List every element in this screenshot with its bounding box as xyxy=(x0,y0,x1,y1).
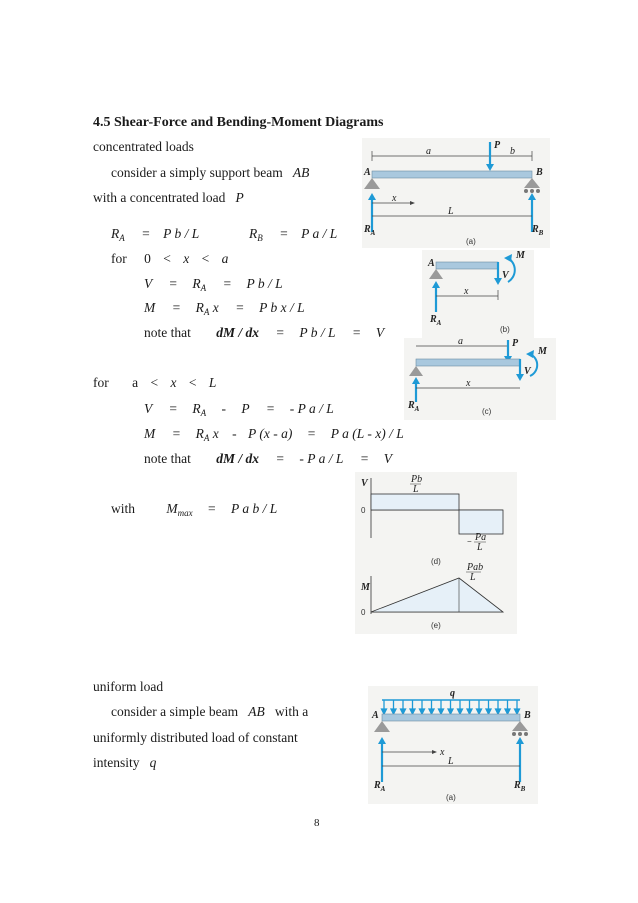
uniform-load-arrowhead xyxy=(448,709,453,714)
svg-text:RA: $R_A$ xyxy=(374,780,386,793)
case1-range: for 0 < x < a xyxy=(111,251,229,266)
fig-a-label-b: b xyxy=(510,146,515,157)
svg-text:x: x xyxy=(466,378,471,389)
case2-note: note that dM / dx = - P a / L = V xyxy=(144,451,393,466)
svg-text:L: L xyxy=(470,572,476,583)
reaction-ra: $R_A = P$ b / L xyxy=(111,226,200,243)
fig-a-label-L: L xyxy=(448,206,454,217)
svg-text:B: B xyxy=(524,710,531,721)
section-title: 4.5 Shear-Force and Bending-Moment Diagrams xyxy=(93,115,384,130)
shear-axis-label: V xyxy=(361,478,368,489)
figure-beam-point-load xyxy=(362,138,550,248)
fig-a-label-x: x xyxy=(392,193,397,204)
uniform-load-arrowhead xyxy=(515,709,520,714)
fig-a-roller-support xyxy=(524,178,540,188)
figure-shear-moment-diagrams xyxy=(355,472,517,634)
fig-a-label-a: a xyxy=(426,146,431,157)
concentrated-line2: with a concentrated load P xyxy=(93,190,244,205)
svg-text:(b): (b) xyxy=(500,325,510,334)
uniform-load-arrowhead xyxy=(391,709,396,714)
svg-text:Pab: Pab xyxy=(467,562,484,573)
svg-text:−: − xyxy=(467,537,472,546)
fig-a-label-A: A xyxy=(364,167,371,178)
uniform-line3: intensity q xyxy=(93,755,157,770)
svg-text:RB: $R_B$ xyxy=(514,780,526,793)
svg-text:a: a xyxy=(458,338,463,347)
case2-range: for a < x < L xyxy=(93,375,217,390)
svg-text:(a): (a) xyxy=(446,793,456,802)
svg-text:RA: $R_A$ xyxy=(430,314,442,327)
svg-text:q: q xyxy=(450,688,455,699)
svg-text:V: V xyxy=(524,366,531,377)
fig-a-label-p: P xyxy=(494,140,501,151)
uniform-line2: uniformly distributed load of constant xyxy=(93,730,298,745)
case2-moment: $M = R_A$ x - P (x - a) = P a (L - x) / L xyxy=(144,426,404,443)
shear-positive-block xyxy=(371,494,459,510)
uniform-heading: uniform load xyxy=(93,679,164,694)
uniform-load-arrowhead xyxy=(496,709,501,714)
case1-note: note that dM / dx = P b / L = V xyxy=(144,325,385,340)
svg-text:0: 0 xyxy=(361,506,366,515)
svg-text:RA: $R_A$ xyxy=(408,400,420,413)
fig-a-beam xyxy=(372,171,532,178)
fig-a-label-ra: $R_A$ xyxy=(364,224,376,237)
fig-a-pin-support xyxy=(364,178,380,189)
svg-text:V: V xyxy=(502,270,509,281)
uniform-load-arrowhead xyxy=(467,709,472,714)
svg-text:x: x xyxy=(464,286,469,297)
svg-text:(d): (d) xyxy=(431,557,441,566)
uniform-load-arrowhead xyxy=(486,709,491,714)
case1-moment: $M = R_A$ x = P b x / L xyxy=(144,300,305,317)
svg-text:P: P xyxy=(512,338,519,349)
page-number: 8 xyxy=(314,817,320,829)
figure-free-body-left xyxy=(422,250,534,338)
figure-beam-uniform-load xyxy=(368,686,538,804)
svg-text:A: A xyxy=(372,710,379,721)
uniform-load-arrowhead xyxy=(410,709,415,714)
moment-triangle xyxy=(371,578,503,612)
concentrated-line1: consider a simply support beam AB xyxy=(111,165,310,180)
svg-text:(e): (e) xyxy=(431,621,441,630)
uniform-load-arrowhead xyxy=(382,709,387,714)
figure-free-body-right xyxy=(404,338,556,420)
uniform-line1: consider a simple beam AB with a xyxy=(111,704,309,719)
uniform-load-arrowhead xyxy=(439,709,444,714)
svg-text:Pb: Pb xyxy=(411,474,423,485)
svg-text:0: 0 xyxy=(361,608,366,617)
uniform-load-arrowhead xyxy=(429,709,434,714)
svg-text:L: L xyxy=(413,484,419,495)
uniform-load-arrowhead xyxy=(401,709,406,714)
case1-shear: $V = R_A = P$ b / L xyxy=(144,276,283,293)
svg-text:A: A xyxy=(428,258,435,269)
reaction-rb: $R_B = P$ a / L xyxy=(249,226,338,243)
fig-a-label-rb: $R_B$ xyxy=(532,224,544,237)
moment-axis-label: M xyxy=(361,582,370,593)
fig-a-label-B: B xyxy=(536,167,543,178)
uniform-load-arrowhead xyxy=(420,709,425,714)
uniform-load-arrowhead xyxy=(477,709,482,714)
svg-text:x: x xyxy=(440,747,445,758)
concentrated-heading: concentrated loads xyxy=(93,139,194,154)
svg-text:(c): (c) xyxy=(482,407,492,416)
svg-text:L: L xyxy=(448,756,454,767)
case2-shear: $V = R_A - P$ = - P a / L xyxy=(144,401,334,418)
uniform-load-arrowhead xyxy=(505,709,510,714)
shear-negative-block xyxy=(459,510,503,534)
max-moment: with $M_{max} = P$ a b / L xyxy=(111,501,278,518)
svg-text:M: M xyxy=(516,250,525,261)
svg-text:Pa: Pa xyxy=(475,532,487,543)
svg-text:M: M xyxy=(538,346,547,357)
svg-text:L: L xyxy=(477,542,483,553)
uniform-load-arrowhead xyxy=(458,709,463,714)
fig-a-caption: (a) xyxy=(466,237,476,246)
